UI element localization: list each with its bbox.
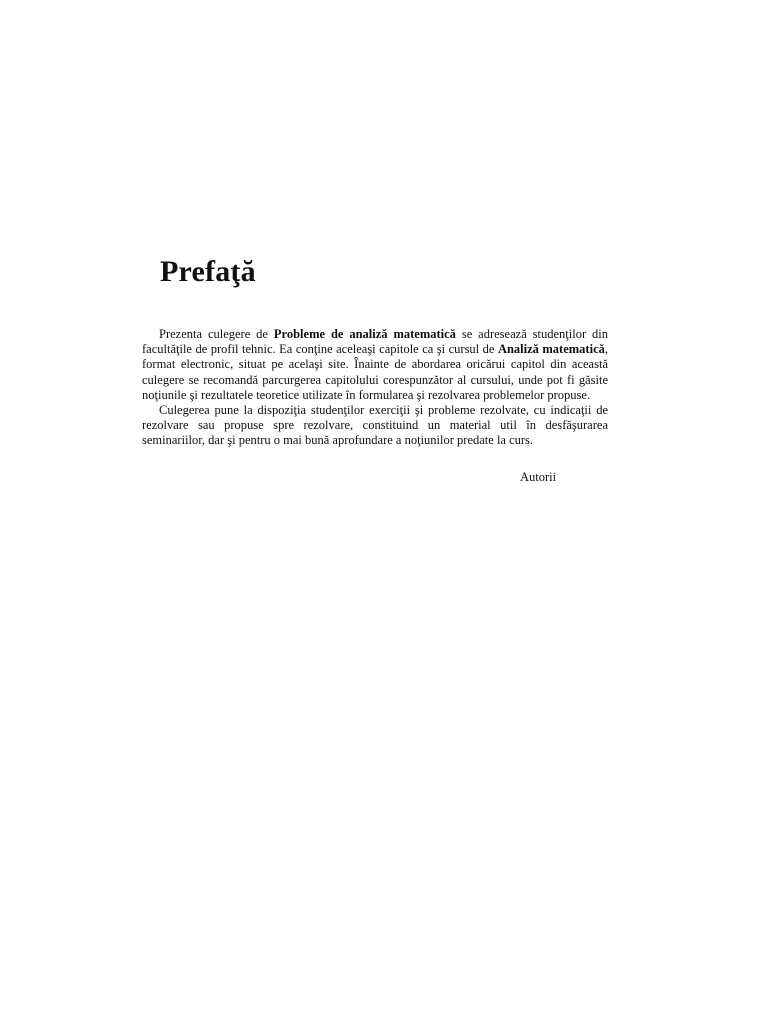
preface-paragraph-1	[142, 327, 608, 403]
course-title-bold: Analiză matematică	[497, 342, 605, 357]
preface-body	[142, 327, 608, 449]
paragraph-1-text-2: se adresează studenţilor din facultăţile de profil tehnic. Ea conţine aceleaşi capitole ca şi cursul de	[142, 327, 608, 357]
authors-signature: Autorii	[520, 470, 557, 484]
preface-paragraph-2: Culegerea pune la dispoziţia studenţilor exerciţii şi probleme rezolvate, cu indicaţii de rezolvare sau propuse spre rezolvare, constituind un material util în desfăşurarea seminariilor, dar şi pentru o mai bună aprofundare a noţiunilor predate la curs.	[142, 403, 608, 448]
paragraph-1-text-1: Prezenta culegere de	[159, 327, 274, 341]
paragraph-1-text-3: , format electronic, situat pe acelaşi site. Înainte de abordarea oricărui capitol din această culegere se recomandă parcurgerea capitolului corespunzător al cursului, unde pot fi găsite noţiunile şi rezultatele teoretice utilizate în formularea şi rezolvarea problemelor propuse.	[142, 342, 608, 402]
book-title-bold: Probleme de analiză matematică	[273, 327, 456, 341]
page-title: Prefaţă	[160, 255, 256, 288]
